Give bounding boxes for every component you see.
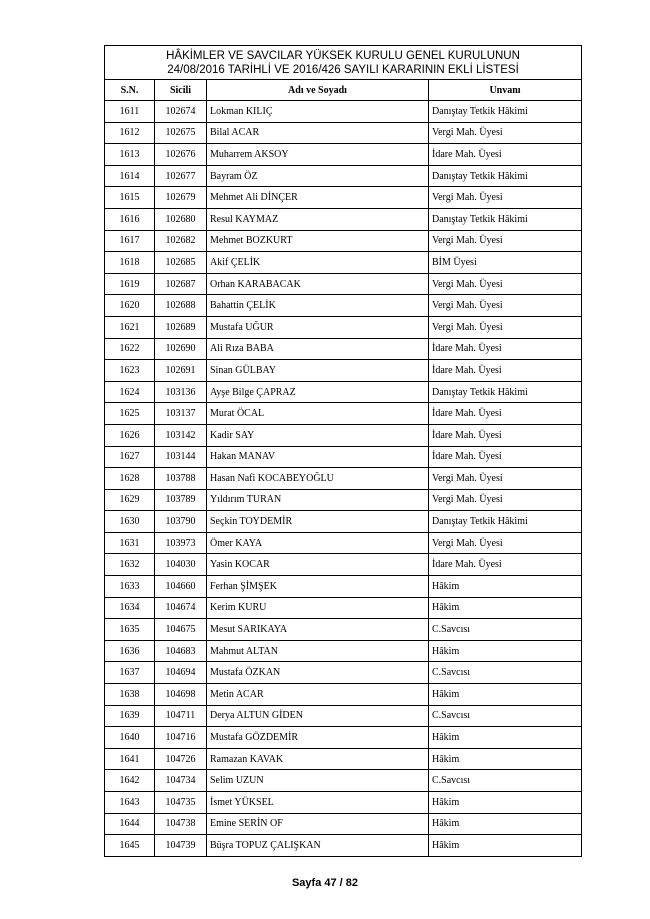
table-row xyxy=(105,619,582,641)
cell-title: Danıştay Tetkik Hâkimi xyxy=(429,101,582,123)
header-sicil: Sicili xyxy=(155,80,207,101)
cell-name: Yıldırım TURAN xyxy=(207,489,429,511)
cell-title: İdare Mah. Üyesi xyxy=(429,446,582,468)
cell-name: Muharrem AKSOY xyxy=(207,144,429,166)
cell-name: Mahmut ALTAN xyxy=(207,640,429,662)
cell-sn: 1641 xyxy=(105,748,155,770)
cell-sn: 1636 xyxy=(105,640,155,662)
page-number: Sayfa 47 / 82 xyxy=(291,877,359,889)
table-row xyxy=(105,554,582,576)
table-row xyxy=(105,532,582,554)
table-row xyxy=(105,770,582,792)
cell-name: Kadir SAY xyxy=(207,424,429,446)
table-row xyxy=(105,230,582,252)
title-line-1: HÂKİMLER VE SAVCILAR YÜKSEK KURULU GENEL KURULUNUN xyxy=(166,49,520,62)
cell-name: Resul KAYMAZ xyxy=(207,208,429,230)
cell-title: İdare Mah. Üyesi xyxy=(429,144,582,166)
cell-name: İsmet YÜKSEL xyxy=(207,792,429,814)
cell-sn: 1638 xyxy=(105,684,155,706)
cell-sicil: 104726 xyxy=(155,748,207,770)
table-row xyxy=(105,295,582,317)
header-name: Adı ve Soyadı xyxy=(207,80,429,101)
table-row xyxy=(105,511,582,533)
cell-sn: 1617 xyxy=(105,230,155,252)
cell-title: Vergi Mah. Üyesi xyxy=(429,187,582,209)
table-row xyxy=(105,252,582,274)
cell-name: Hasan Nafi KOCABEYOĞLU xyxy=(207,468,429,490)
cell-name: Lokman KILIÇ xyxy=(207,101,429,123)
cell-title: C.Savcısı xyxy=(429,619,582,641)
cell-sicil: 102688 xyxy=(155,295,207,317)
table-row xyxy=(105,727,582,749)
cell-sicil: 104739 xyxy=(155,835,207,857)
cell-name: Orhan KARABACAK xyxy=(207,273,429,295)
cell-title: İdare Mah. Üyesi xyxy=(429,403,582,425)
cell-title: Danıştay Tetkik Hâkimi xyxy=(429,165,582,187)
cell-name: Emine SERİN OF xyxy=(207,813,429,835)
cell-name: Selim UZUN xyxy=(207,770,429,792)
cell-title: Vergi Mah. Üyesi xyxy=(429,295,582,317)
table-row xyxy=(105,316,582,338)
cell-title: Hâkim xyxy=(429,748,582,770)
table-row xyxy=(105,489,582,511)
table-row xyxy=(105,662,582,684)
cell-sn: 1618 xyxy=(105,252,155,274)
cell-name: Bilal ACAR xyxy=(207,122,429,144)
cell-sicil: 104683 xyxy=(155,640,207,662)
cell-title: İdare Mah. Üyesi xyxy=(429,338,582,360)
cell-title: Hâkim xyxy=(429,640,582,662)
cell-sn: 1622 xyxy=(105,338,155,360)
cell-sn: 1644 xyxy=(105,813,155,835)
cell-sicil: 104674 xyxy=(155,597,207,619)
cell-title: C.Savcısı xyxy=(429,662,582,684)
cell-sn: 1640 xyxy=(105,727,155,749)
table-row xyxy=(105,576,582,598)
cell-sn: 1616 xyxy=(105,208,155,230)
cell-sicil: 102682 xyxy=(155,230,207,252)
cell-name: Metin ACAR xyxy=(207,684,429,706)
cell-sicil: 102687 xyxy=(155,273,207,295)
cell-sn: 1619 xyxy=(105,273,155,295)
table-row xyxy=(105,165,582,187)
cell-sn: 1635 xyxy=(105,619,155,641)
title-line-2: 24/08/2016 TARİHLİ VE 2016/426 SAYILI KARARININ EKLİ LİSTESİ xyxy=(167,63,519,76)
cell-sicil: 102691 xyxy=(155,360,207,382)
cell-title: Vergi Mah. Üyesi xyxy=(429,468,582,490)
cell-name: Sinan GÜLBAY xyxy=(207,360,429,382)
cell-sicil: 102680 xyxy=(155,208,207,230)
cell-sn: 1612 xyxy=(105,122,155,144)
cell-sicil: 102674 xyxy=(155,101,207,123)
cell-name: Ömer KAYA xyxy=(207,532,429,554)
cell-sn: 1611 xyxy=(105,101,155,123)
cell-name: Ferhan ŞİMŞEK xyxy=(207,576,429,598)
cell-sn: 1613 xyxy=(105,144,155,166)
cell-sicil: 103144 xyxy=(155,446,207,468)
table-row xyxy=(105,705,582,727)
table-row xyxy=(105,792,582,814)
cell-name: Yasin KOCAR xyxy=(207,554,429,576)
cell-sn: 1614 xyxy=(105,165,155,187)
cell-name: Mehmet BOZKURT xyxy=(207,230,429,252)
cell-name: Ali Rıza BABA xyxy=(207,338,429,360)
cell-sicil: 102677 xyxy=(155,165,207,187)
cell-sicil: 102675 xyxy=(155,122,207,144)
cell-title: Vergi Mah. Üyesi xyxy=(429,273,582,295)
cell-title: Vergi Mah. Üyesi xyxy=(429,230,582,252)
cell-sicil: 104675 xyxy=(155,619,207,641)
cell-sicil: 104735 xyxy=(155,792,207,814)
cell-name: Bahattin ÇELİK xyxy=(207,295,429,317)
cell-name: Hakan MANAV xyxy=(207,446,429,468)
cell-title: BİM Üyesi xyxy=(429,252,582,274)
cell-name: Ayşe Bilge ÇAPRAZ xyxy=(207,381,429,403)
cell-title: C.Savcısı xyxy=(429,770,582,792)
table-row xyxy=(105,187,582,209)
cell-sn: 1629 xyxy=(105,489,155,511)
cell-title: C.Savcısı xyxy=(429,705,582,727)
table-title-row xyxy=(105,46,582,80)
cell-title: Vergi Mah. Üyesi xyxy=(429,532,582,554)
table-row xyxy=(105,273,582,295)
cell-sicil: 104698 xyxy=(155,684,207,706)
cell-title: Hâkim xyxy=(429,727,582,749)
table-row xyxy=(105,338,582,360)
table-row xyxy=(105,748,582,770)
table-row xyxy=(105,403,582,425)
cell-sicil: 104660 xyxy=(155,576,207,598)
table-row xyxy=(105,424,582,446)
cell-title: Vergi Mah. Üyesi xyxy=(429,489,582,511)
cell-sn: 1615 xyxy=(105,187,155,209)
cell-title: Vergi Mah. Üyesi xyxy=(429,316,582,338)
cell-sicil: 104694 xyxy=(155,662,207,684)
cell-sn: 1627 xyxy=(105,446,155,468)
cell-name: Kerim KURU xyxy=(207,597,429,619)
table-row xyxy=(105,684,582,706)
cell-sicil: 103142 xyxy=(155,424,207,446)
cell-sn: 1642 xyxy=(105,770,155,792)
table-row xyxy=(105,101,582,123)
cell-sn: 1633 xyxy=(105,576,155,598)
cell-sicil: 103973 xyxy=(155,532,207,554)
cell-sn: 1631 xyxy=(105,532,155,554)
table-body xyxy=(105,101,582,857)
header-title: Unvanı xyxy=(429,80,582,101)
cell-sn: 1634 xyxy=(105,597,155,619)
cell-title: Danıştay Tetkik Hâkimi xyxy=(429,381,582,403)
cell-sicil: 104711 xyxy=(155,705,207,727)
cell-sicil: 104738 xyxy=(155,813,207,835)
cell-sn: 1624 xyxy=(105,381,155,403)
table-row xyxy=(105,381,582,403)
cell-name: Akif ÇELİK xyxy=(207,252,429,274)
cell-name: Seçkin TOYDEMİR xyxy=(207,511,429,533)
table-row xyxy=(105,468,582,490)
cell-title: Vergi Mah. Üyesi xyxy=(429,122,582,144)
cell-title: Danıştay Tetkik Hâkimi xyxy=(429,511,582,533)
cell-sn: 1643 xyxy=(105,792,155,814)
cell-sicil: 103137 xyxy=(155,403,207,425)
table-row xyxy=(105,144,582,166)
cell-title: Danıştay Tetkik Hâkimi xyxy=(429,208,582,230)
cell-title: Hâkim xyxy=(429,813,582,835)
table-row xyxy=(105,597,582,619)
table-row xyxy=(105,208,582,230)
cell-sicil: 103789 xyxy=(155,489,207,511)
table-row xyxy=(105,813,582,835)
cell-sn: 1628 xyxy=(105,468,155,490)
cell-sicil: 103790 xyxy=(155,511,207,533)
cell-sn: 1632 xyxy=(105,554,155,576)
cell-sn: 1630 xyxy=(105,511,155,533)
cell-title: İdare Mah. Üyesi xyxy=(429,554,582,576)
cell-sicil: 104734 xyxy=(155,770,207,792)
cell-sicil: 103788 xyxy=(155,468,207,490)
cell-sn: 1620 xyxy=(105,295,155,317)
cell-title: Hâkim xyxy=(429,792,582,814)
column-header-row xyxy=(105,80,582,101)
cell-sicil: 104716 xyxy=(155,727,207,749)
cell-sicil: 102689 xyxy=(155,316,207,338)
cell-sicil: 102685 xyxy=(155,252,207,274)
cell-name: Mustafa ÖZKAN xyxy=(207,662,429,684)
cell-name: Mesut SARIKAYA xyxy=(207,619,429,641)
cell-name: Derya ALTUN GİDEN xyxy=(207,705,429,727)
cell-sn: 1626 xyxy=(105,424,155,446)
header-sn: S.N. xyxy=(105,80,155,101)
cell-name: Ramazan KAVAK xyxy=(207,748,429,770)
cell-sicil: 102676 xyxy=(155,144,207,166)
personnel-list-table xyxy=(104,45,582,857)
cell-name: Mehmet Ali DİNÇER xyxy=(207,187,429,209)
table-row xyxy=(105,446,582,468)
cell-sn: 1621 xyxy=(105,316,155,338)
cell-sicil: 102679 xyxy=(155,187,207,209)
cell-title: Hâkim xyxy=(429,835,582,857)
cell-sicil: 102690 xyxy=(155,338,207,360)
cell-sn: 1637 xyxy=(105,662,155,684)
cell-sicil: 104030 xyxy=(155,554,207,576)
document-title xyxy=(105,46,582,80)
table-row xyxy=(105,122,582,144)
cell-sicil: 103136 xyxy=(155,381,207,403)
cell-title: Hâkim xyxy=(429,576,582,598)
table-row xyxy=(105,640,582,662)
table-row xyxy=(105,835,582,857)
cell-sn: 1645 xyxy=(105,835,155,857)
cell-title: Hâkim xyxy=(429,684,582,706)
cell-name: Bayram ÖZ xyxy=(207,165,429,187)
cell-name: Mustafa GÖZDEMİR xyxy=(207,727,429,749)
cell-sn: 1639 xyxy=(105,705,155,727)
cell-name: Büşra TOPUZ ÇALIŞKAN xyxy=(207,835,429,857)
cell-name: Mustafa UĞUR xyxy=(207,316,429,338)
table-row xyxy=(105,360,582,382)
cell-title: İdare Mah. Üyesi xyxy=(429,424,582,446)
cell-sn: 1625 xyxy=(105,403,155,425)
cell-title: İdare Mah. Üyesi xyxy=(429,360,582,382)
cell-name: Murat ÖCAL xyxy=(207,403,429,425)
cell-title: Hâkim xyxy=(429,597,582,619)
cell-sn: 1623 xyxy=(105,360,155,382)
